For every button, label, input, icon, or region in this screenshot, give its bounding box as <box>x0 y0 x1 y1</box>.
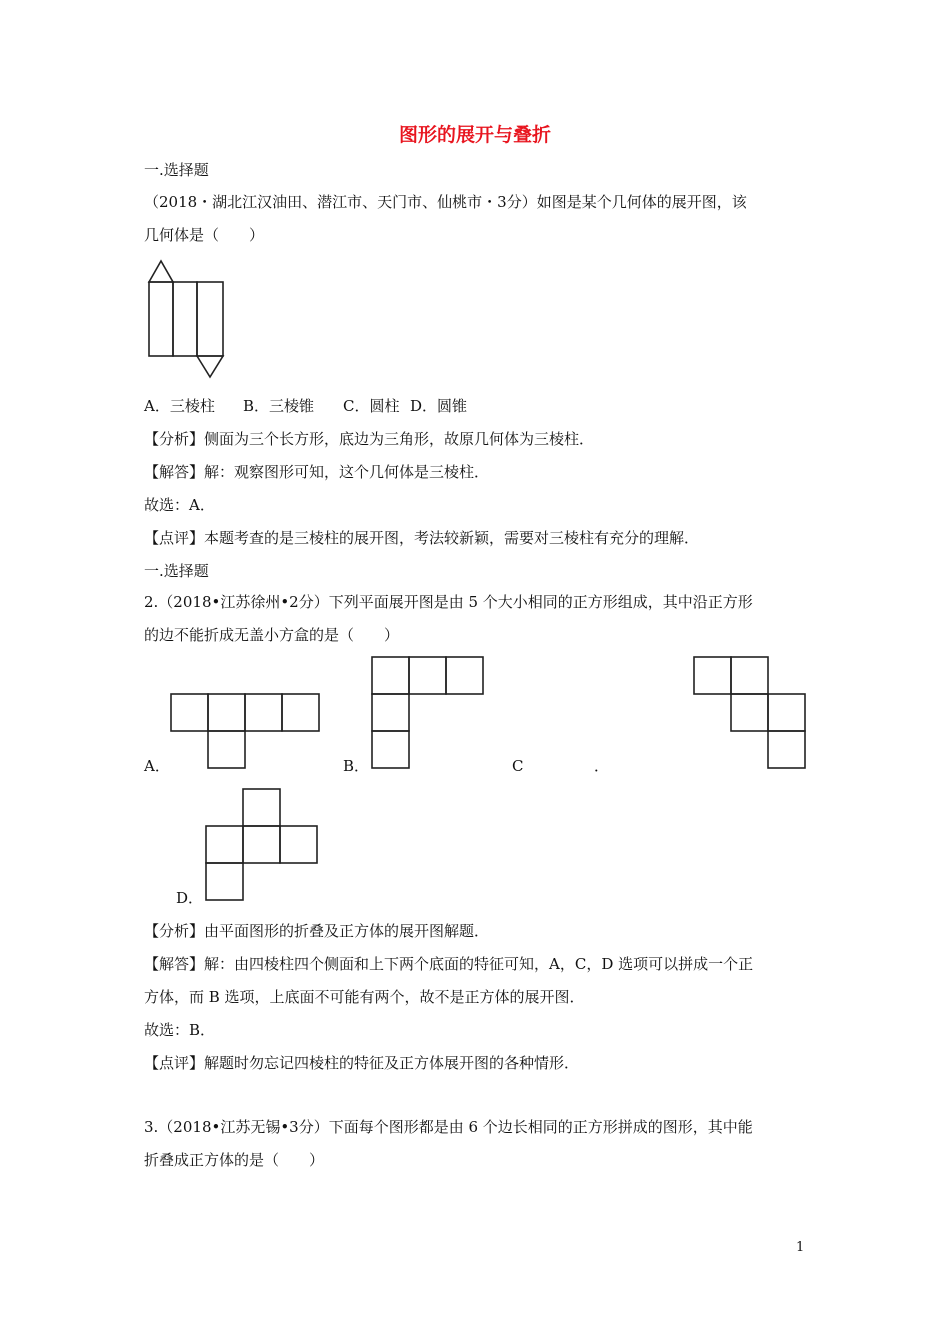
q1-answer: 故选：A． <box>144 496 215 514</box>
q1-stem-line-2: 几何体是（ ） <box>144 226 265 244</box>
net-face-3 <box>197 282 223 356</box>
q1-comment: 【点评】本题考查的是三棱柱的展开图，考法较新颖，需要对三棱柱有充分的理解． <box>144 529 700 547</box>
q1-option-a: A．三棱柱 <box>144 397 215 415</box>
q3-stem-line-1: 3.（2018•江苏无锡•3分）下面每个图形都是由 6 个边长相同的正方形拼成的图形，其中能 <box>144 1118 753 1136</box>
q2-option-b-net <box>371 656 487 771</box>
net-face-2 <box>173 282 197 356</box>
net-top-triangle <box>149 261 173 282</box>
q2-option-c-dot: ． <box>594 757 610 775</box>
q3-stem-line-2: 折叠成正方体的是（ ） <box>144 1151 325 1169</box>
q1-stem-line-1: （2018・湖北江汉油田、潜江市、天门市、仙桃市・3分）如图是某个几何体的展开图，该 <box>144 193 747 211</box>
q2-solution-line-1: 【解答】解：由四棱柱四个侧面和上下两个底面的特征可知，A，C，D 选项可以拼成一个正 <box>144 955 754 973</box>
q1-option-c: C．圆柱 <box>343 397 400 415</box>
q2-solution-line-2: 方体，而 B 选项，上底面不可能有两个，故不是正方体的展开图． <box>144 988 585 1006</box>
q2-stem-line-1: 2.（2018•江苏徐州•2分）下列平面展开图是由 5 个大小相同的正方形组成，其中沿正方形 <box>144 593 753 611</box>
q1-analysis: 【分析】侧面为三个长方形，底边为三角形，故原几何体为三棱柱． <box>144 430 595 448</box>
q2-option-c-label: C <box>512 757 524 775</box>
q2-option-d-net <box>205 788 323 906</box>
q2-analysis: 【分析】由平面图形的折叠及正方体的展开图解题． <box>144 922 490 940</box>
q1-section-heading: 一.选择题 <box>144 161 209 179</box>
net-bottom-triangle <box>197 356 223 377</box>
q1-solution: 【解答】解：观察图形可知，这个几何体是三棱柱． <box>144 463 490 481</box>
q2-option-b-label: B． <box>343 757 370 775</box>
q2-option-a-label: A． <box>144 757 170 775</box>
q1-option-d: D．圆锥 <box>410 397 468 415</box>
page-number: 1 <box>796 1240 805 1255</box>
q2-answer: 故选：B． <box>144 1021 216 1039</box>
triangular-prism-net-figure <box>140 255 240 385</box>
net-face-1 <box>149 282 173 356</box>
q2-stem-line-2: 的边不能折成无盖小方盒的是（ ） <box>144 626 400 644</box>
page-title: 图形的展开与叠折 <box>398 124 551 146</box>
q2-option-a-net <box>170 693 322 771</box>
q2-comment: 【点评】解题时勿忘记四棱柱的特征及正方体展开图的各种情形． <box>144 1054 580 1072</box>
q2-option-d-label: D． <box>176 889 204 907</box>
q2-section-heading: 一.选择题 <box>144 562 209 580</box>
q2-option-c-net <box>693 656 809 771</box>
q1-option-b: B．三棱锥 <box>243 397 315 415</box>
